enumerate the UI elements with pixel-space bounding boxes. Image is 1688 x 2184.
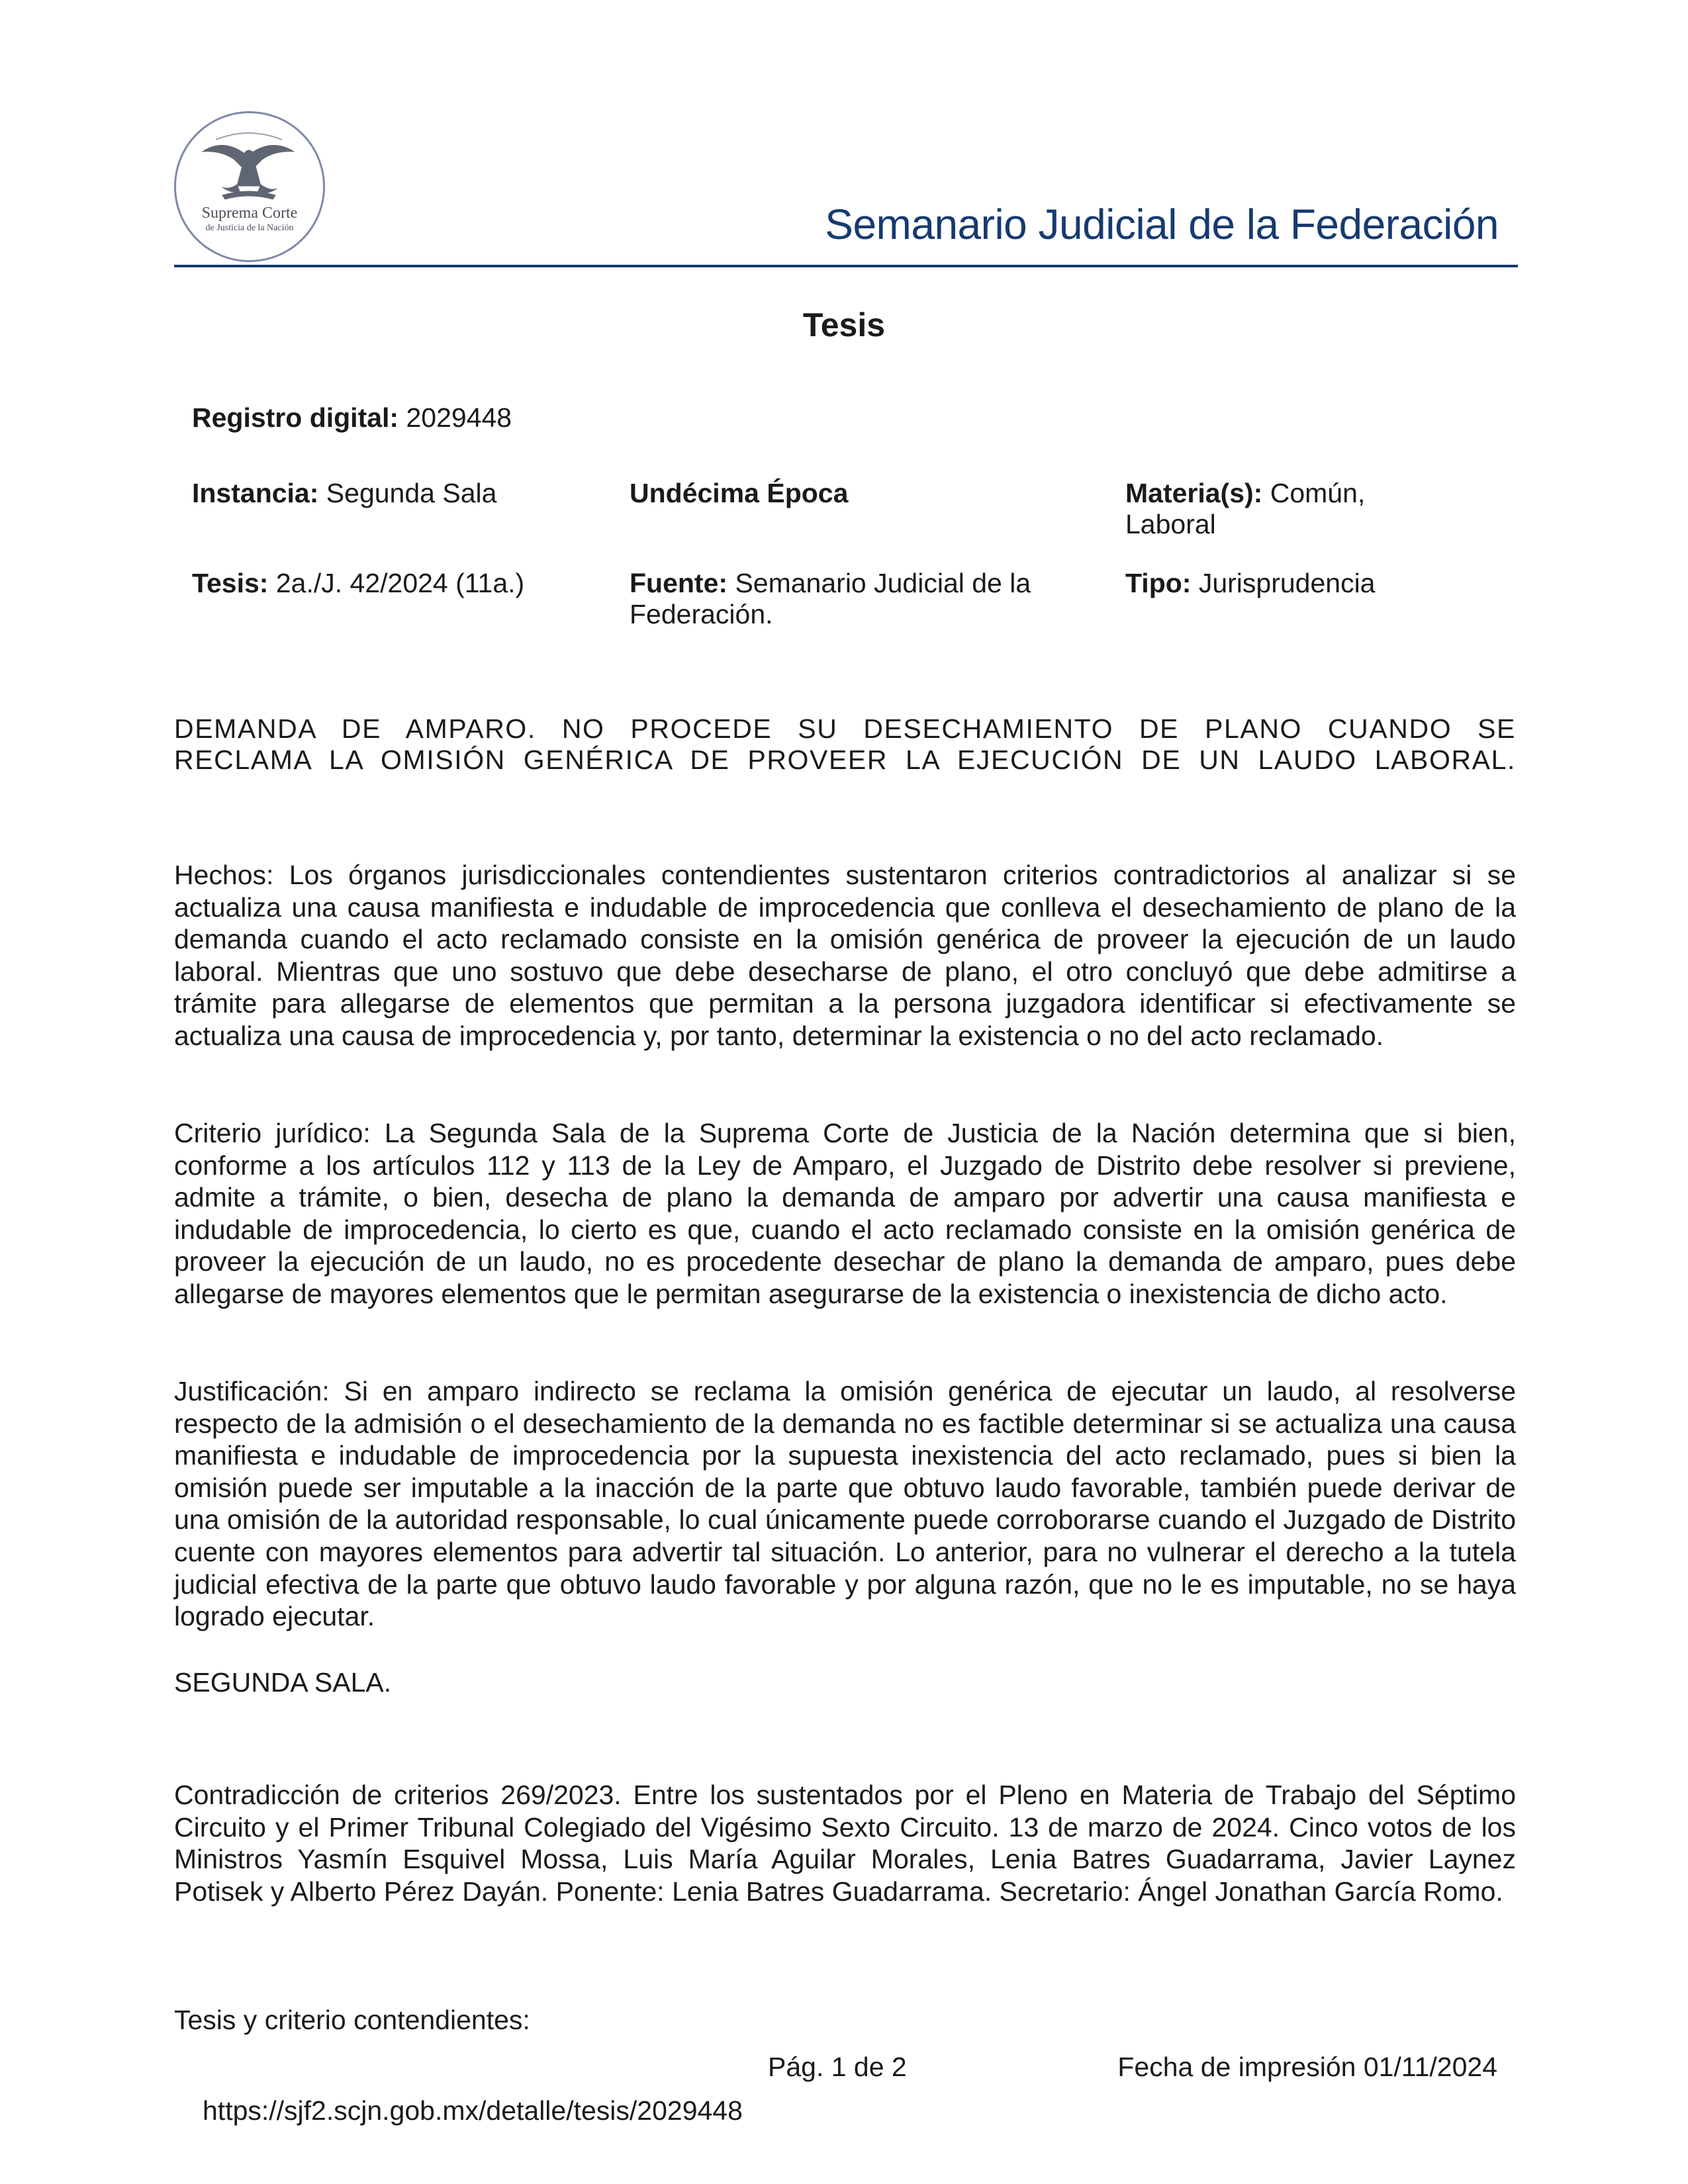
materias-value-line2: Laboral	[1125, 509, 1216, 539]
fuente-value-line2: Federación.	[630, 599, 773, 629]
fuente-value-line1: Semanario Judicial de la	[735, 568, 1031, 598]
document-title: Tesis	[802, 306, 886, 343]
registro-digital	[192, 402, 512, 433]
eagle-emblem-icon	[176, 113, 323, 260]
justificacion-paragraph: Justificación: Si en amparo indirecto se reclama la omisión genérica de ejecutar un laudo, al resolverse respecto de la admisión o el desechamiento de la demanda no es factible determinar si se actualiza una causa manifiesta e indudable de improcedencia por la supuesta inexistencia del acto reclamado, pues si bien la omisión puede ser imputable a la inacción de la parte que obtuvo laudo favorable, también puede derivar de una omisión de la autoridad responsable, lo cual únicamente puede corroborarse cuando el Juzgado de Distrito cuente con mayores elementos para advertir tal situación. Lo anterior, para no vulnerar el derecho a la tutela judicial efectiva de la parte que obtuvo laudo favorable y por alguna razón, que no le es imputable, no se haya logrado ejecutar.	[174, 1376, 1516, 1632]
thesis-heading	[174, 713, 1516, 776]
tesis-contendientes-label: Tesis y criterio contendientes:	[174, 2005, 530, 2035]
heading-line-1: DEMANDA DE AMPARO. NO PROCEDE SU DESECHAMIENTO DE PLANO CUANDO SE	[174, 713, 1516, 744]
site-title: Semanario Judicial de la Federación	[825, 201, 1499, 248]
registro-value: 2029448	[406, 402, 512, 433]
sala-signature: SEGUNDA SALA.	[174, 1667, 392, 1698]
materias	[1125, 478, 1365, 540]
page-number: Pág. 1 de 2	[768, 2052, 907, 2082]
tipo-value: Jurisprudencia	[1198, 568, 1376, 598]
registro-label: Registro digital:	[192, 402, 399, 433]
hechos-paragraph: Hechos: Los órganos jurisdiccionales contendientes sustentaron criterios contradictorios al analizar si se actualiza una causa manifiesta e indudable de improcedencia que conlleva el desechamiento de plano de la demanda cuando el acto reclamado consiste en la omisión genérica de proveer la ejecución de un laudo laboral. Mientras que uno sostuvo que debe desecharse de plano, el otro concluyó que debe admitirse a trámite para allegarse de elementos que permitan a la persona juzgadora identificar si efectivamente se actualiza una causa de improcedencia y, por tanto, determinar la existencia o no del acto reclamado.	[174, 860, 1516, 1051]
materias-label: Materia(s):	[1125, 478, 1263, 508]
footer-url[interactable]: https://sjf2.scjn.gob.mx/detalle/tesis/2029448	[203, 2095, 743, 2126]
tesis-label: Tesis:	[192, 568, 269, 598]
logo-text-line2: de Justicia de la Nación	[205, 223, 294, 233]
tipo	[1125, 568, 1375, 599]
fuente	[630, 568, 1031, 630]
criterio-paragraph: Criterio jurídico: La Segunda Sala de la Suprema Corte de Justicia de la Nación determina que si bien, conforme a los artículos 112 y 113 de la Ley de Amparo, el Juzgado de Distrito debe resolver si previene, admite a trámite, o bien, desecha de plano la demanda de amparo por advertir una causa manifiesta e indudable de improcedencia, lo cierto es que, cuando el acto reclamado consiste en la omisión genérica de proveer la ejecución de un laudo, no es procedente desechar de plano la demanda de amparo, pues debe allegarse de mayores elementos que le permitan asegurarse de la existencia o inexistencia de dicho acto.	[174, 1118, 1516, 1309]
materias-value-line1: Común,	[1270, 478, 1366, 508]
heading-line-2: RECLAMA LA OMISIÓN GENÉRICA DE PROVEER LA EJECUCIÓN DE UN LAUDO LABORAL.	[174, 745, 1516, 775]
fuente-label: Fuente:	[630, 568, 728, 598]
print-date: Fecha de impresión 01/11/2024	[1117, 2052, 1497, 2082]
epoca	[630, 478, 848, 509]
tesis-value: 2a./J. 42/2024 (11a.)	[275, 568, 525, 598]
scjn-logo	[174, 111, 325, 262]
logo-text-line1: Suprema Corte	[201, 205, 298, 222]
header-divider	[174, 265, 1518, 267]
tesis-number	[192, 568, 524, 599]
instancia	[192, 478, 496, 509]
contradiccion-paragraph: Contradicción de criterios 269/2023. Entre los sustentados por el Pleno en Materia de Trabajo del Séptimo Circuito y el Primer Tribunal Colegiado del Vigésimo Sexto Circuito. 13 de marzo de 2024. Cinco votos de los Ministros Yasmín Esquivel Mossa, Luis María Aguilar Morales, Lenia Batres Guadarrama, Javier Laynez Potisek y Alberto Pérez Dayán. Ponente: Lenia Batres Guadarrama. Secretario: Ángel Jonathan García Romo.	[174, 1780, 1516, 1907]
instancia-label: Instancia:	[192, 478, 319, 508]
instancia-value: Segunda Sala	[326, 478, 497, 508]
tipo-label: Tipo:	[1125, 568, 1192, 598]
epoca-value: Undécima Época	[630, 478, 849, 508]
